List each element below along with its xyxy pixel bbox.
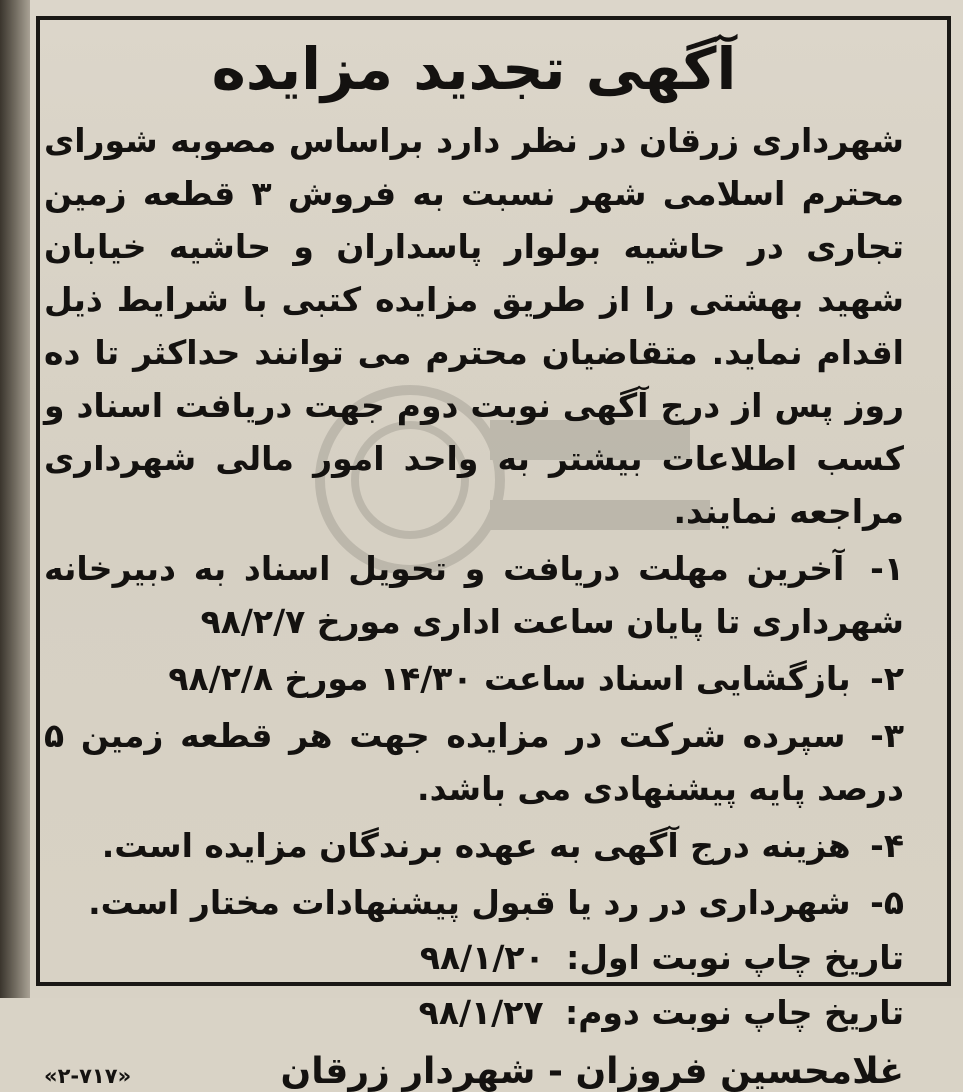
condition-number: ۲- (870, 659, 904, 698)
notice-intro: شهرداری زرقان در نظر دارد براساس مصوبه شورای محترم اسلامی شهر نسبت به فروش ۳ قطعه زمین تجاری در حاشیه بولوار پاسداران و حاشیه خیابان شهید بهشتی را از طریق مزایده کتبی با شرایط ذیل اقدام نماید. متقاضیان محترم می توانند حداکثر تا ده روز پس از درج آگهی نوبت دوم جهت دریافت اسناد و کسب اطلاعات بیشتر به واحد امور مالی شهرداری مراجعه نمایند. (44, 121, 905, 531)
ad-code: «۲-۷۱۷» (44, 1064, 132, 1088)
condition-number: ۳- (870, 716, 904, 755)
condition-text: هزینه درج آگهی به عهده برندگان مزایده است. (101, 826, 851, 865)
condition-text: آخرین مهلت دریافت و تحویل اسناد به دبیرخانه شهرداری تا پایان ساعت اداری مورخ ۹۸/۲/۷ (44, 549, 904, 641)
condition-number: ۱- (870, 549, 904, 588)
condition-item (44, 652, 904, 705)
condition-number: ۴- (870, 826, 904, 865)
condition-item (44, 819, 904, 872)
condition-text: سپرده شرکت در مزایده جهت هر قطعه زمین ۵ درصد پایه پیشنهادی می باشد. (44, 716, 904, 808)
notice-content (44, 20, 904, 1092)
condition-item (44, 709, 904, 815)
condition-item (44, 542, 904, 648)
first-print-date (44, 931, 904, 984)
date-value: ۹۸/۱/۲۰ (419, 938, 545, 977)
condition-text: بازگشایی اسناد ساعت ۱۴/۳۰ مورخ ۹۸/۲/۸ (168, 659, 851, 698)
signature: غلامحسین فروزان - شهردار زرقان (280, 1051, 904, 1092)
notice-footer (44, 1051, 904, 1092)
date-label: تاریخ چاپ نوبت اول: (566, 938, 904, 977)
page-spine-shadow (0, 0, 30, 998)
condition-number: ۵- (870, 883, 904, 922)
condition-item (44, 876, 904, 929)
date-label: تاریخ چاپ نوبت دوم: (565, 993, 904, 1032)
second-print-date (44, 986, 904, 1039)
date-value: ۹۸/۱/۲۷ (418, 993, 544, 1032)
notice-title: آگهی تجدید مزایده (211, 35, 737, 103)
condition-text: شهرداری در رد یا قبول پیشنهادات مختار است. (88, 883, 851, 922)
